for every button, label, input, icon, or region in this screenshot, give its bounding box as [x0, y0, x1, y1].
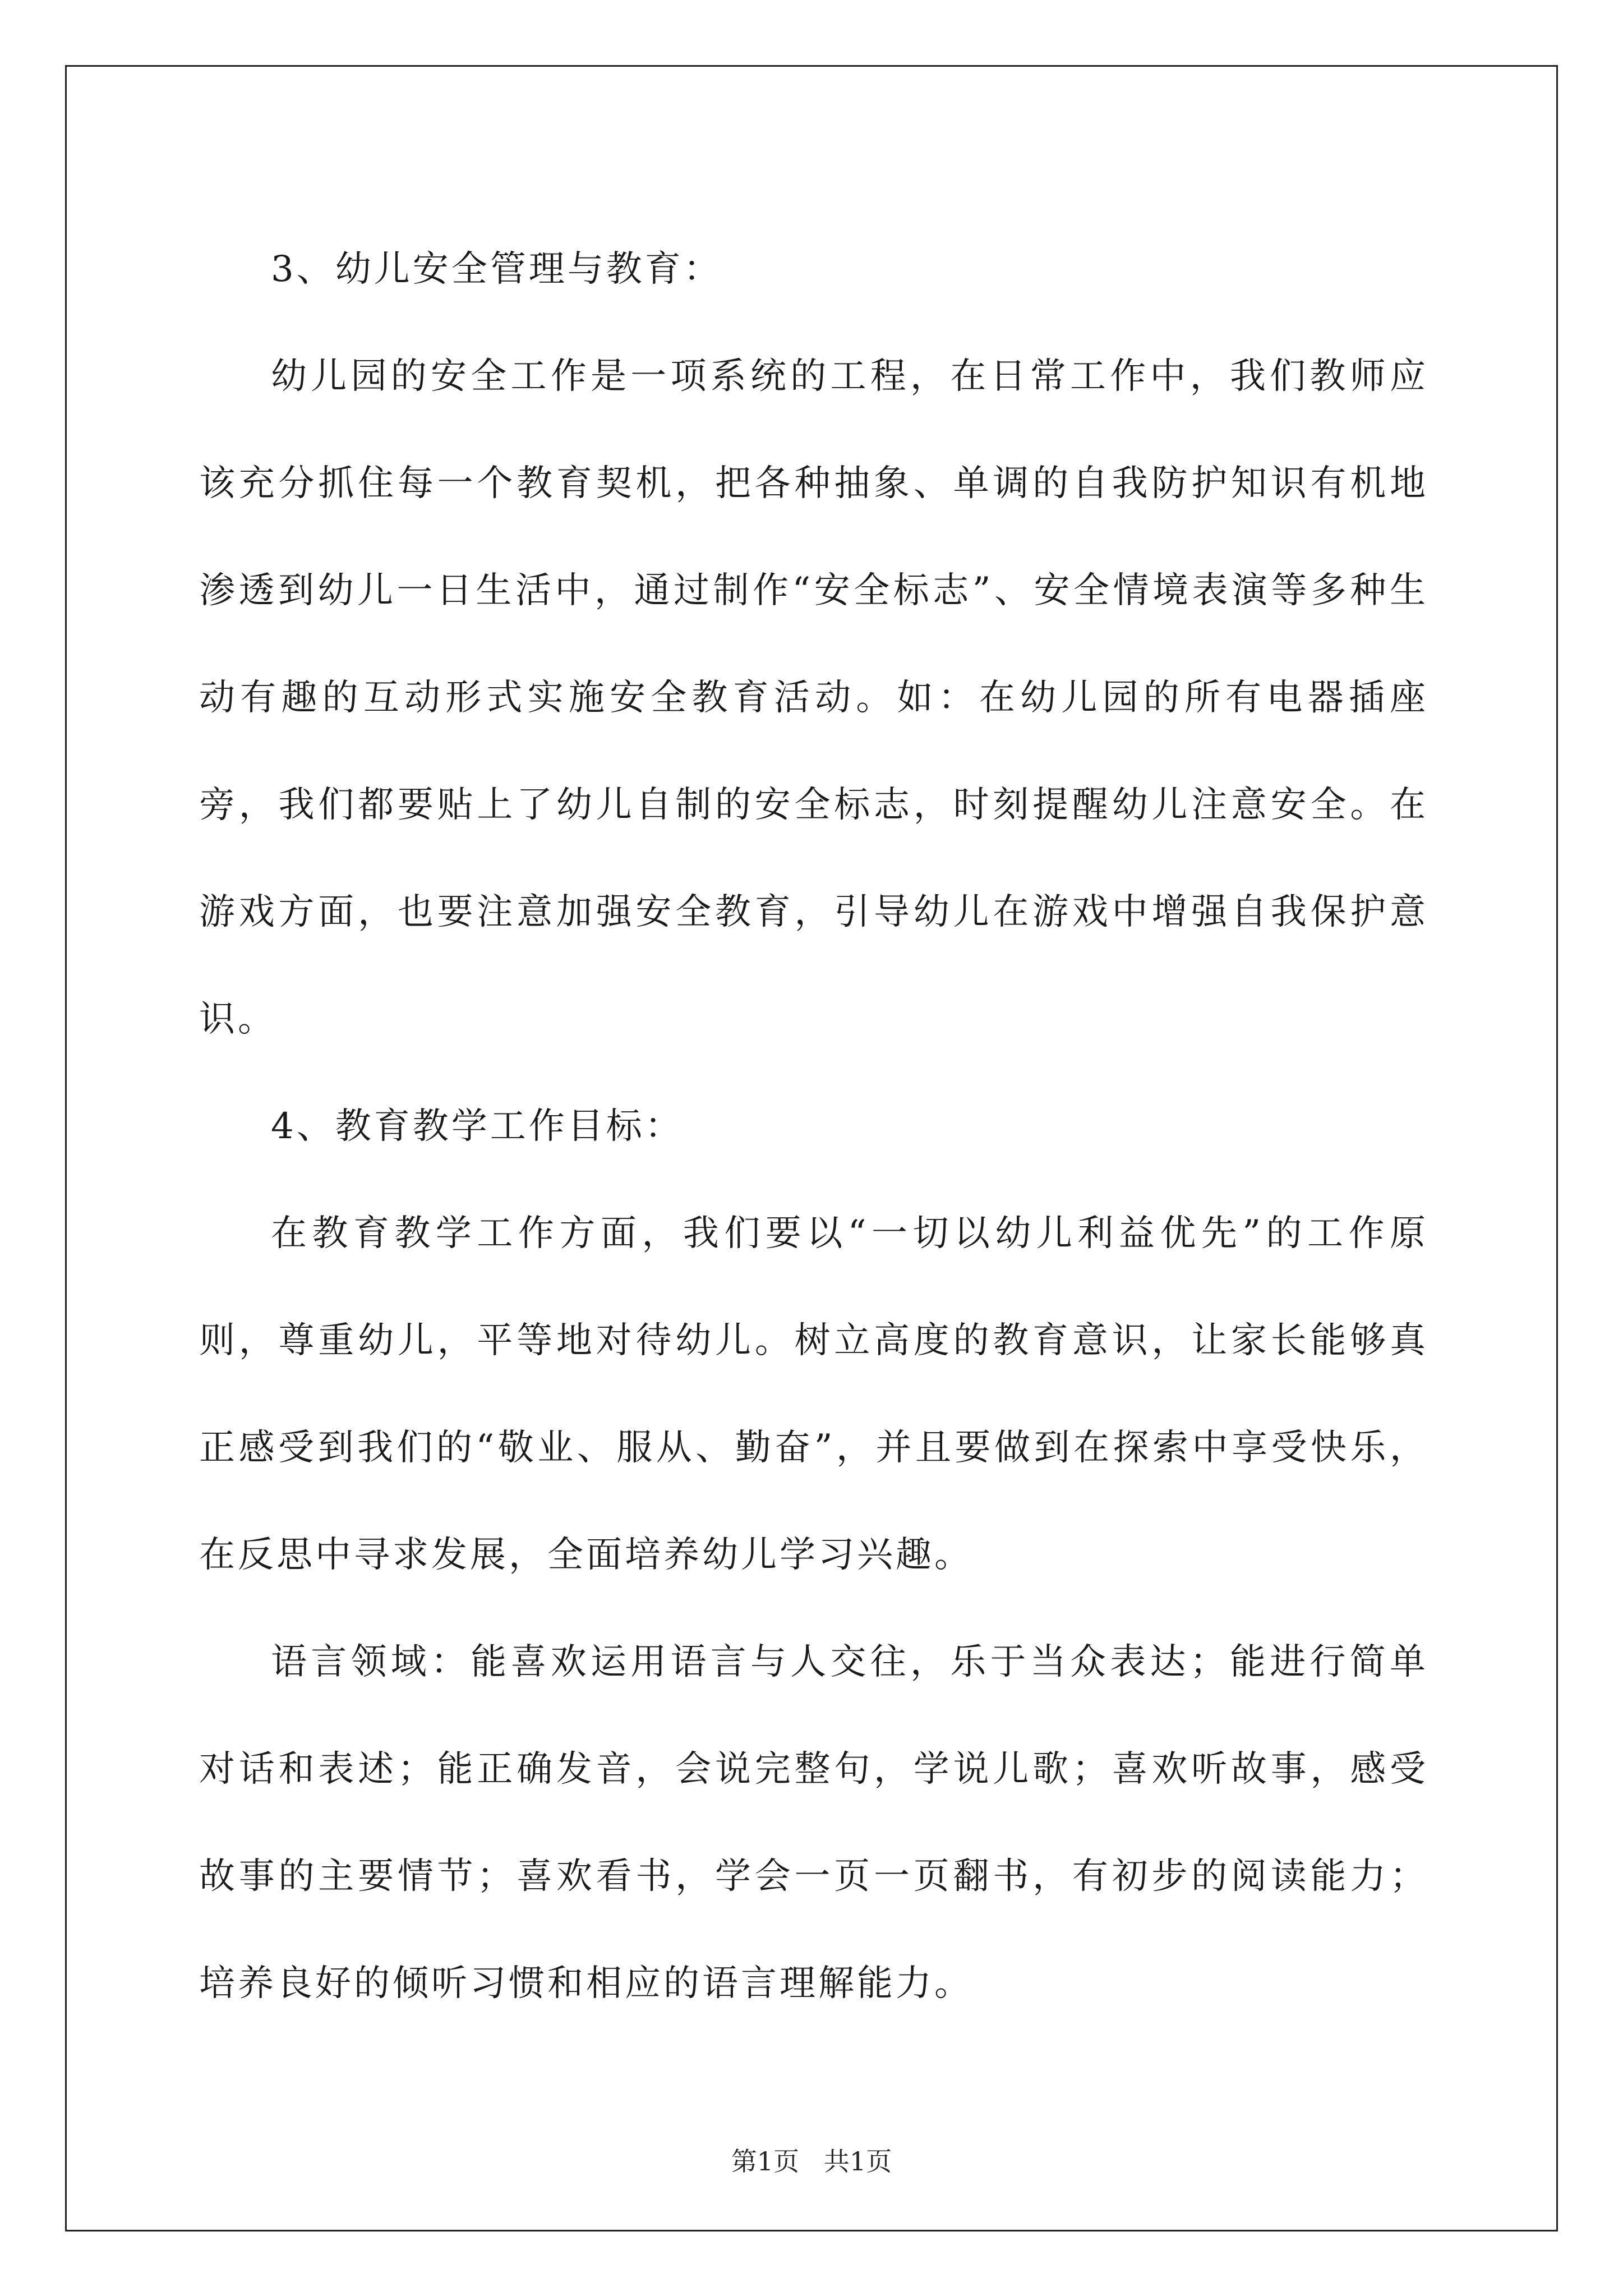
section-heading-safety: 3、幼儿安全管理与教育： — [271, 249, 722, 290]
paragraph-language-domain: 语言领域：能喜欢运用语言与人交往，乐于当众表达；能进行简单对话和表述；能正确发音，会说完整句，学说儿歌；喜欢听故事，感受故事的主要情节；喜欢看书，学会一页一页翻书，有初步的阅读能力；培养良好的倾听习惯和相应的语言理解能力。 — [199, 1641, 1428, 2004]
paragraph-safety-work: 幼儿园的安全工作是一项系统的工程，在日常工作中，我们教师应该充分抓住每一个教育契机，把各种抽象、单调的自我防护知识有机地渗透到幼儿一日生活中，通过制作“安全标志”、安全情境表演等多种生动有趣的互动形式实施安全教育活动。如：在幼儿园的所有电器插座旁，我们都要贴上了幼儿自制的安全标志，时刻提醒幼儿注意安全。在游戏方面，也要注意加强安全教育，引导幼儿在游戏中增强自我保护意识。 — [199, 356, 1428, 1040]
document-body — [199, 216, 1428, 2037]
paragraph-teaching-work: 在教育教学工作方面，我们要以“一切以幼儿利益优先”的工作原则，尊重幼儿，平等地对待幼儿。树立高度的教育意识，让家长能够真正感受到我们的“敬业、服从、勤奋”，并且要做到在探索中享受快乐，在反思中寻求发展，全面培养幼儿学习兴趣。 — [199, 1213, 1428, 1576]
section-heading-teaching-goals: 4、教育教学工作目标： — [271, 1106, 684, 1147]
page-footer: 第1页 共1页 — [731, 2146, 892, 2177]
